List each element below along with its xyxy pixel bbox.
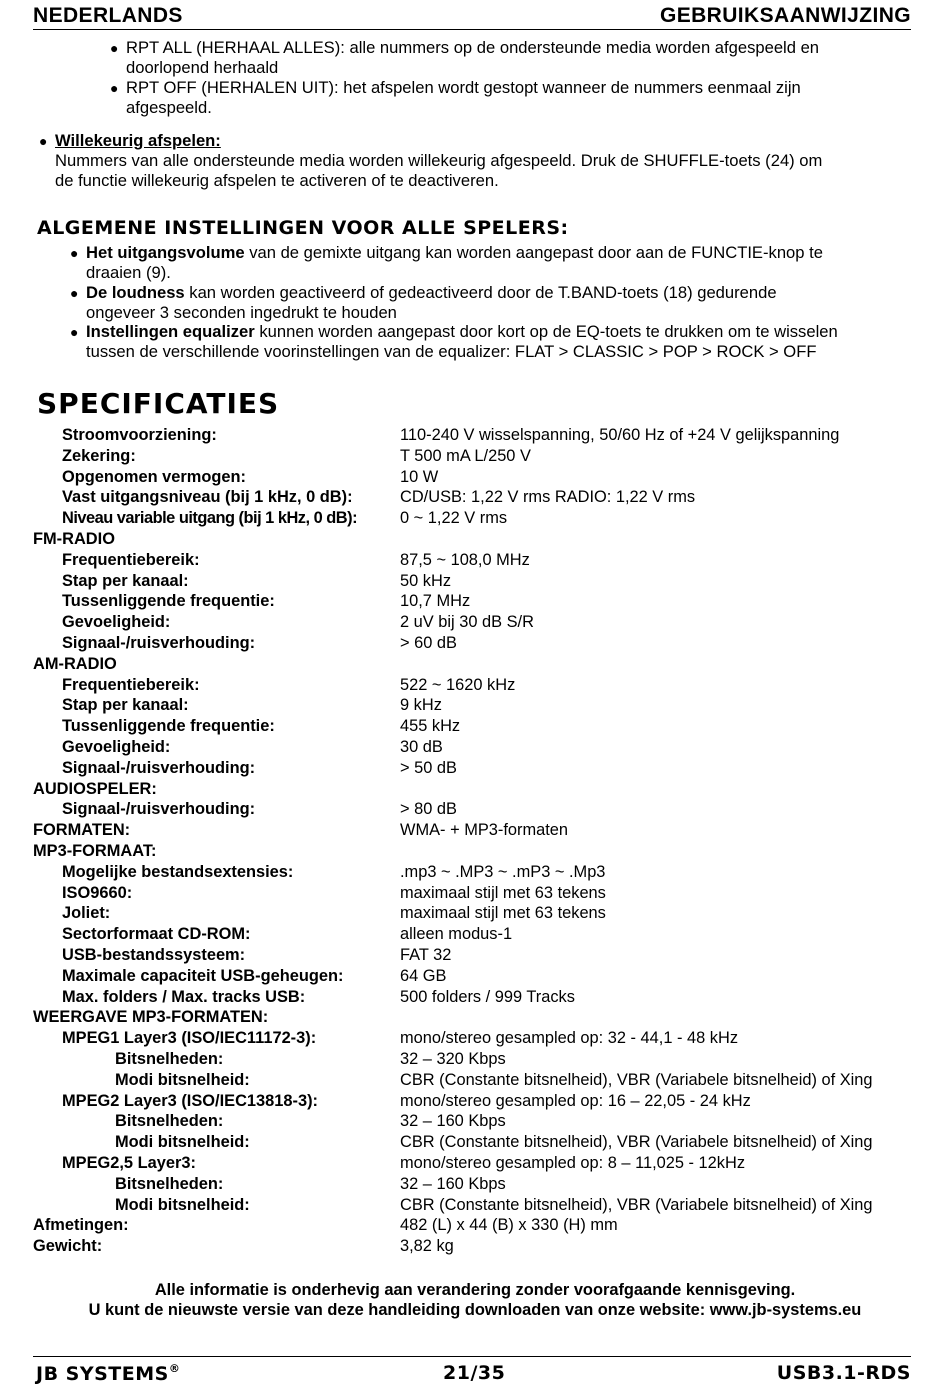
spec-value: 9 kHz: [400, 696, 442, 715]
bullet-icon: ●: [39, 133, 48, 149]
spec-value: > 60 dB: [400, 634, 457, 652]
spec-row: [0, 987, 880, 1008]
spec-row: [0, 758, 880, 779]
spec-label: Gevoeligheid:: [62, 738, 171, 756]
spec-row: [0, 779, 880, 800]
spec-row: [0, 425, 880, 446]
spec-value: 32 – 320 Kbps: [400, 1050, 506, 1068]
spec-row: [0, 487, 880, 508]
spec-row: [0, 1153, 880, 1174]
spec-label: FORMATEN:: [33, 821, 131, 840]
spec-label: Modi bitsnelheid:: [115, 1133, 250, 1152]
spec-label: Bitsnelheden:: [115, 1112, 224, 1131]
spec-row: [0, 883, 880, 904]
list-item: Instellingen equalizer kunnen worden aangepast door kort op de EQ-toets te drukken om te wisselen tussen de verschillende voorinstellingen van de equalizer: FLAT > CLASSIC > POP > ROCK > OFF: [86, 322, 838, 361]
spec-value: 455 kHz: [400, 717, 461, 736]
bullet-icon: ●: [70, 285, 79, 301]
spec-row: [0, 675, 880, 696]
spec-row: [0, 1049, 880, 1070]
spec-value: CD/USB: 1,22 V rms RADIO: 1,22 V rms: [400, 488, 696, 507]
spec-label: FM-RADIO: [33, 530, 115, 548]
spec-row: [0, 508, 880, 529]
spec-label: Bitsnelheden:: [115, 1050, 224, 1068]
spec-label: MPEG1 Layer3 (ISO/IEC11172-3):: [62, 1029, 317, 1048]
spec-label: Mogelijke bestandsextensies:: [62, 862, 294, 881]
spec-value: 110-240 V wisselspanning, 50/60 Hz of +24 V gelijkspanning: [400, 426, 840, 444]
spec-row: [0, 737, 880, 758]
shuffle-text: Nummers van alle ondersteunde media worden willekeurig afgespeeld. Druk de SHUFFLE-toets (24) om de functie willekeurig afspelen te activeren of te deactiveren.: [55, 151, 823, 190]
spec-label: Opgenomen vermogen:: [62, 467, 246, 486]
spec-value: > 50 dB: [400, 758, 457, 777]
spec-label: Frequentiebereik:: [62, 550, 200, 569]
spec-label: MP3-FORMAAT:: [33, 842, 157, 860]
spec-value: 50 kHz: [400, 571, 452, 590]
spec-label: Niveau variable uitgang (bij 1 kHz, 0 dB):: [62, 509, 358, 528]
spec-value: FAT 32: [400, 946, 452, 964]
spec-label: Joliet:: [62, 904, 111, 923]
spec-label: Signaal-/ruisverhouding:: [62, 634, 256, 652]
spec-label: ISO9660:: [62, 883, 133, 902]
list-item: De loudness kan worden geactiveerd of gedeactiveerd door de T.BAND-toets (18) gedurende ongeveer 3 seconden ingedrukt te houden: [86, 283, 777, 322]
spec-row: [0, 1007, 880, 1028]
spec-row: [0, 633, 880, 654]
spec-row: [0, 924, 880, 945]
spec-label: Vast uitgangsniveau (bij 1 kHz, 0 dB):: [62, 488, 353, 507]
bullet-icon: ●: [70, 245, 79, 261]
spec-row: [0, 1174, 880, 1195]
shuffle-title: Willekeurig afspelen:: [55, 131, 221, 150]
spec-value: 522 ~ 1620 kHz: [400, 675, 516, 694]
notice-line-2: U kunt de nieuwste versie van deze handleiding downloaden van onze website: www.jb-systems.eu: [88, 1301, 862, 1319]
spec-row: [0, 966, 880, 987]
bullet-icon: ●: [70, 324, 79, 340]
spec-row: [0, 1111, 880, 1132]
spec-value: alleen modus-1: [400, 925, 513, 944]
list-item: RPT OFF (HERHALEN UIT): het afspelen wordt gestopt wanneer de nummers eenmaal zijn afgespeeld.: [126, 78, 801, 117]
spec-value: mono/stereo gesampled op: 32 - 44,1 - 48 kHz: [400, 1029, 739, 1048]
spec-value: 2 uV bij 30 dB S/R: [400, 613, 534, 632]
spec-row: [0, 1132, 880, 1153]
bullet-icon: ●: [110, 80, 119, 96]
spec-label: Bitsnelheden:: [115, 1174, 224, 1193]
spec-row: [0, 467, 880, 488]
spec-label: Max. folders / Max. tracks USB:: [62, 987, 306, 1006]
spec-label: Stap per kanaal:: [62, 696, 189, 715]
spec-value: mono/stereo gesampled op: 16 – 22,05 - 24 kHz: [400, 1091, 751, 1110]
spec-value: mono/stereo gesampled op: 8 – 11,025 - 12kHz: [400, 1154, 746, 1172]
spec-row: [0, 716, 880, 737]
shuffle-section: [55, 131, 911, 191]
spec-value: maximaal stijl met 63 tekens: [400, 883, 606, 902]
header-language: NEDERLANDS: [33, 4, 183, 27]
spec-label: Tussenliggende frequentie:: [62, 717, 275, 736]
spec-row: [0, 799, 880, 820]
spec-row: [0, 591, 880, 612]
spec-row: [0, 695, 880, 716]
spec-value: .mp3 ~ .MP3 ~ .mP3 ~ .Mp3: [400, 862, 606, 881]
spec-label: Modi bitsnelheid:: [115, 1070, 250, 1089]
page-header: [33, 2, 911, 30]
spec-row: [0, 571, 880, 592]
spec-label: Tussenliggende frequentie:: [62, 592, 275, 611]
spec-row: [0, 446, 880, 467]
spec-label: USB-bestandssysteem:: [62, 946, 246, 964]
spec-label: Sectorformaat CD-ROM:: [62, 925, 251, 944]
spec-row: [0, 612, 880, 633]
notice-line-1: Alle informatie is onderhevig aan verandering zonder voorafgaande kennisgeving.: [154, 1281, 796, 1299]
spec-row: [0, 820, 880, 841]
spec-label: MPEG2 Layer3 (ISO/IEC13818-3):: [62, 1091, 318, 1110]
spec-label: Frequentiebereik:: [62, 675, 200, 694]
spec-row: [0, 529, 880, 550]
spec-value: 0 ~ 1,22 V rms: [400, 509, 508, 528]
spec-value: CBR (Constante bitsnelheid), VBR (Variabele bitsnelheid) of Xing: [400, 1070, 873, 1089]
spec-row: [0, 945, 880, 966]
spec-value: CBR (Constante bitsnelheid), VBR (Variabele bitsnelheid) of Xing: [400, 1133, 873, 1152]
spec-value: WMA- + MP3-formaten: [400, 821, 569, 840]
trademark-symbol: ®: [168, 1362, 181, 1375]
spec-value: 32 – 160 Kbps: [400, 1174, 506, 1193]
spec-label: Signaal-/ruisverhouding:: [62, 758, 256, 777]
spec-row: [0, 903, 880, 924]
bullet-icon: ●: [110, 40, 119, 56]
spec-value: 30 dB: [400, 738, 443, 756]
spec-value: maximaal stijl met 63 tekens: [400, 904, 606, 923]
spec-value: 10,7 MHz: [400, 592, 471, 611]
spec-label: AUDIOSPELER:: [33, 779, 157, 798]
spec-value: 500 folders / 999 Tracks: [400, 987, 575, 1006]
spec-label: Afmetingen:: [33, 1216, 129, 1235]
spec-row: [0, 654, 880, 675]
header-doc-type: GEBRUIKSAANWIJZING: [659, 4, 911, 27]
spec-label: Gewicht:: [33, 1237, 103, 1256]
spec-label: Zekering:: [62, 446, 136, 465]
spec-label: WEERGAVE MP3-FORMATEN:: [33, 1008, 269, 1027]
page-number: 21/35: [443, 1362, 506, 1384]
spec-value: 482 (L) x 44 (B) x 330 (H) mm: [400, 1216, 618, 1235]
spec-row: [0, 1070, 880, 1091]
spec-label: Modi bitsnelheid:: [115, 1195, 250, 1214]
spec-label: Stap per kanaal:: [62, 571, 189, 590]
spec-label: Maximale capaciteit USB-geheugen:: [62, 966, 344, 985]
general-settings-heading: ALGEMENE INSTELLINGEN VOOR ALLE SPELERS:: [37, 217, 569, 239]
spec-value: > 80 dB: [400, 800, 457, 819]
spec-value: 64 GB: [400, 966, 447, 985]
spec-row: [0, 1091, 880, 1112]
specs-heading: SPECIFICATIES: [37, 387, 280, 420]
spec-value: 3,82 kg: [400, 1237, 454, 1256]
spec-row: [0, 841, 880, 862]
footer-model: USB3.1-RDS: [776, 1362, 911, 1384]
list-item: Het uitgangsvolume van de gemixte uitgang kan worden aangepast door aan de FUNCTIE-knop te draaien (9).: [86, 243, 823, 282]
footer-brand: JB SYSTEMS®: [36, 1362, 181, 1385]
spec-value: 10 W: [400, 467, 439, 486]
page-footer: [33, 1356, 911, 1386]
spec-row: [0, 550, 880, 571]
spec-label: Gevoeligheid:: [62, 613, 171, 632]
spec-value: T 500 mA L/250 V: [400, 446, 531, 465]
spec-row: [0, 1236, 880, 1257]
spec-value: 32 – 160 Kbps: [400, 1112, 506, 1131]
list-item: RPT ALL (HERHAAL ALLES): alle nummers op de ondersteunde media worden afgespeeld en doorlopend herhaald: [126, 38, 820, 77]
spec-label: Signaal-/ruisverhouding:: [62, 800, 256, 819]
spec-value: 87,5 ~ 108,0 MHz: [400, 550, 530, 569]
spec-value: CBR (Constante bitsnelheid), VBR (Variabele bitsnelheid) of Xing: [400, 1195, 873, 1214]
spec-label: Stroomvoorziening:: [62, 426, 217, 444]
spec-label: MPEG2,5 Layer3:: [62, 1154, 196, 1172]
spec-row: [0, 1028, 880, 1049]
spec-label: AM-RADIO: [33, 654, 117, 673]
spec-row: [0, 1215, 880, 1236]
spec-row: [0, 1195, 880, 1216]
spec-row: [0, 862, 880, 883]
